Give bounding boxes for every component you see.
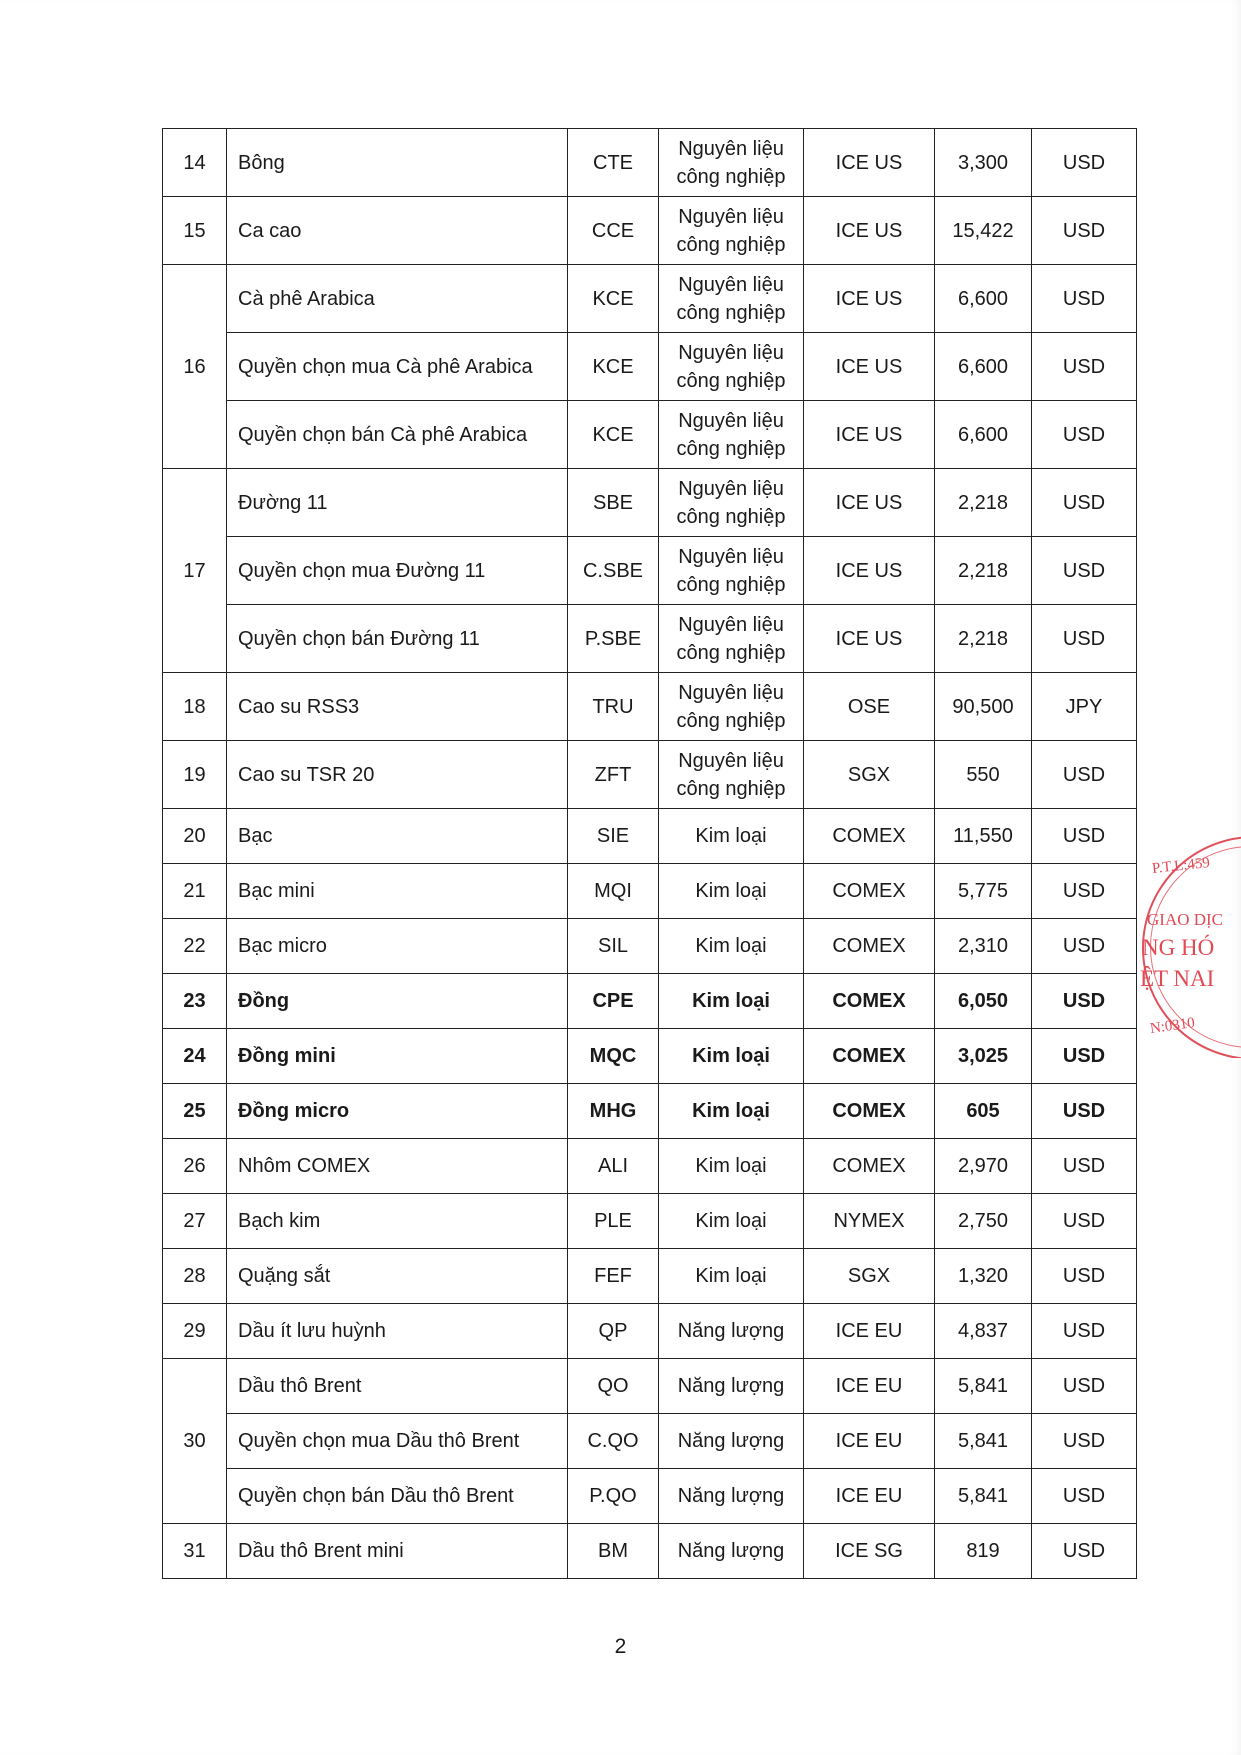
product-code-cell: P.QO (568, 1469, 659, 1524)
row-number-cell: 19 (163, 741, 227, 809)
table-row (163, 1469, 1137, 1524)
margin-cell: 819 (935, 1524, 1032, 1579)
table-row (163, 129, 1137, 197)
currency-cell: USD (1032, 265, 1137, 333)
currency-cell: USD (1032, 401, 1137, 469)
margin-cell: 2,310 (935, 919, 1032, 974)
exchange-cell: NYMEX (804, 1194, 935, 1249)
product-code-cell: QP (568, 1304, 659, 1359)
product-group-line: Kim loại (695, 825, 767, 847)
table-row (163, 741, 1137, 809)
company-seal-stamp (1140, 836, 1241, 1058)
table-row (163, 197, 1137, 265)
product-code-cell: SIE (568, 809, 659, 864)
product-group-line: Nguyên liệu (678, 749, 784, 772)
product-group-line: công nghiệp (676, 165, 786, 188)
product-name-cell: Dầu ít lưu huỳnh (227, 1304, 568, 1359)
table-row (163, 919, 1137, 974)
product-group-line: Kim loại (692, 1045, 770, 1067)
product-name-cell: Quyền chọn mua Cà phê Arabica (227, 333, 568, 401)
row-number-cell: 27 (163, 1194, 227, 1249)
product-name-cell: Nhôm COMEX (227, 1139, 568, 1194)
margin-cell: 3,300 (935, 129, 1032, 197)
product-code-cell: MQI (568, 864, 659, 919)
table-row (163, 864, 1137, 919)
table-row (163, 1139, 1137, 1194)
exchange-cell: ICE US (804, 401, 935, 469)
product-group-cell (659, 197, 804, 265)
margin-cell: 3,025 (935, 1029, 1032, 1084)
table-row (163, 1304, 1137, 1359)
currency-cell: USD (1032, 1139, 1137, 1194)
product-group-line: Kim loại (692, 1100, 770, 1122)
row-number-cell: 18 (163, 673, 227, 741)
table-row (163, 1524, 1137, 1579)
product-group-line: công nghiệp (676, 709, 786, 732)
product-group-cell (659, 1029, 804, 1084)
stamp-text: NG HÓ (1142, 935, 1215, 960)
currency-cell: USD (1032, 1249, 1137, 1304)
currency-cell: USD (1032, 605, 1137, 673)
product-code-cell: QO (568, 1359, 659, 1414)
product-group-cell (659, 265, 804, 333)
row-number-cell: 23 (163, 974, 227, 1029)
margin-cell: 5,775 (935, 864, 1032, 919)
margin-cell: 2,218 (935, 605, 1032, 673)
margin-cell: 6,050 (935, 974, 1032, 1029)
table-row (163, 469, 1137, 537)
product-name-cell: Bạc mini (227, 864, 568, 919)
stamp-text: GIAO DỊC (1147, 910, 1224, 929)
product-group-line: Nguyên liệu (678, 681, 784, 704)
product-group-line: Kim loại (695, 1210, 767, 1232)
margin-cell: 6,600 (935, 265, 1032, 333)
margin-cell: 11,550 (935, 809, 1032, 864)
product-group-cell (659, 974, 804, 1029)
product-group-line: Kim loại (695, 935, 767, 957)
product-group-line: Nguyên liệu (678, 545, 784, 568)
exchange-cell: SGX (804, 1249, 935, 1304)
product-group-cell (659, 1524, 804, 1579)
exchange-cell: ICE US (804, 197, 935, 265)
stamp-inner-ring (1150, 846, 1241, 1048)
row-number-cell: 14 (163, 129, 227, 197)
product-code-cell: CTE (568, 129, 659, 197)
exchange-cell: ICE EU (804, 1304, 935, 1359)
product-group-line: Năng lượng (677, 1540, 785, 1562)
stamp-text: P.T.L:459 (1151, 855, 1211, 877)
product-group-line: công nghiệp (676, 369, 786, 392)
product-group-cell (659, 605, 804, 673)
exchange-cell: COMEX (804, 864, 935, 919)
product-code-cell: BM (568, 1524, 659, 1579)
margin-cell: 2,970 (935, 1139, 1032, 1194)
product-group-cell (659, 1194, 804, 1249)
exchange-cell: ICE EU (804, 1414, 935, 1469)
row-number-cell: 21 (163, 864, 227, 919)
product-name-cell: Đồng (227, 974, 568, 1029)
table-row (163, 605, 1137, 673)
product-name-cell: Bạch kim (227, 1194, 568, 1249)
product-code-cell: MHG (568, 1084, 659, 1139)
product-name-cell: Quyền chọn bán Cà phê Arabica (227, 401, 568, 469)
product-group-line: Nguyên liệu (678, 477, 784, 500)
table-row (163, 1414, 1137, 1469)
margin-cell: 5,841 (935, 1359, 1032, 1414)
margin-cell: 2,218 (935, 469, 1032, 537)
currency-cell: USD (1032, 1469, 1137, 1524)
product-group-cell (659, 673, 804, 741)
currency-cell: USD (1032, 1414, 1137, 1469)
product-name-cell: Cao su TSR 20 (227, 741, 568, 809)
product-code-cell: ZFT (568, 741, 659, 809)
product-name-cell: Cà phê Arabica (227, 265, 568, 333)
currency-cell: USD (1032, 1524, 1137, 1579)
product-name-cell: Đồng micro (227, 1084, 568, 1139)
product-group-line: công nghiệp (676, 233, 786, 256)
product-name-cell: Quyền chọn bán Dầu thô Brent (227, 1469, 568, 1524)
product-group-line: Nguyên liệu (678, 613, 784, 636)
product-name-cell: Quặng sắt (227, 1249, 568, 1304)
stamp-text: ỆT NAI (1140, 966, 1215, 991)
currency-cell: USD (1032, 469, 1137, 537)
product-group-line: Năng lượng (677, 1485, 785, 1507)
row-number-cell: 28 (163, 1249, 227, 1304)
product-group-cell (659, 537, 804, 605)
margin-cell: 15,422 (935, 197, 1032, 265)
table-row (163, 265, 1137, 333)
currency-cell: USD (1032, 129, 1137, 197)
exchange-cell: ICE US (804, 537, 935, 605)
table-row (163, 1084, 1137, 1139)
table-row (163, 1249, 1137, 1304)
table-row (163, 1194, 1137, 1249)
exchange-cell: COMEX (804, 809, 935, 864)
margin-cell: 5,841 (935, 1469, 1032, 1524)
row-number-cell: 16 (163, 265, 227, 469)
product-code-cell: CCE (568, 197, 659, 265)
currency-cell: USD (1032, 333, 1137, 401)
product-group-cell (659, 1469, 804, 1524)
product-group-cell (659, 809, 804, 864)
product-group-cell (659, 864, 804, 919)
table-body (163, 129, 1137, 1579)
table-row (163, 333, 1137, 401)
margin-cell: 6,600 (935, 333, 1032, 401)
product-group-line: Kim loại (695, 880, 767, 902)
currency-cell: USD (1032, 1029, 1137, 1084)
product-code-cell: FEF (568, 1249, 659, 1304)
margin-cell: 550 (935, 741, 1032, 809)
margin-cell: 1,320 (935, 1249, 1032, 1304)
page-number: 2 (614, 1635, 627, 1658)
row-number-cell: 30 (163, 1359, 227, 1524)
product-name-cell: Dầu thô Brent mini (227, 1524, 568, 1579)
row-number-cell: 15 (163, 197, 227, 265)
product-group-line: Nguyên liệu (678, 205, 784, 228)
margin-cell: 90,500 (935, 673, 1032, 741)
product-name-cell: Quyền chọn mua Dầu thô Brent (227, 1414, 568, 1469)
product-group-line: công nghiệp (676, 301, 786, 324)
product-group-line: công nghiệp (676, 573, 786, 596)
currency-cell: USD (1032, 974, 1137, 1029)
exchange-cell: ICE EU (804, 1359, 935, 1414)
product-group-cell (659, 1414, 804, 1469)
currency-cell: USD (1032, 1084, 1137, 1139)
product-code-cell: C.SBE (568, 537, 659, 605)
exchange-cell: ICE US (804, 129, 935, 197)
product-code-cell: KCE (568, 401, 659, 469)
currency-cell: USD (1032, 1304, 1137, 1359)
product-group-cell (659, 1139, 804, 1194)
stamp-outer-ring (1142, 836, 1241, 1058)
product-group-line: Kim loại (695, 1155, 767, 1177)
currency-cell: USD (1032, 197, 1137, 265)
product-group-cell (659, 1084, 804, 1139)
currency-cell: USD (1032, 741, 1137, 809)
product-name-cell: Quyền chọn mua Đường 11 (227, 537, 568, 605)
product-name-cell: Cao su RSS3 (227, 673, 568, 741)
product-group-line: công nghiệp (676, 777, 786, 800)
product-name-cell: Bạc micro (227, 919, 568, 974)
currency-cell: USD (1032, 537, 1137, 605)
exchange-cell: SGX (804, 741, 935, 809)
product-code-cell: KCE (568, 265, 659, 333)
row-number-cell: 20 (163, 809, 227, 864)
table-row (163, 1029, 1137, 1084)
product-group-cell (659, 333, 804, 401)
table-row (163, 1359, 1137, 1414)
product-group-cell (659, 401, 804, 469)
currency-cell: USD (1032, 809, 1137, 864)
margin-cell: 605 (935, 1084, 1032, 1139)
product-code-cell: KCE (568, 333, 659, 401)
currency-cell: USD (1032, 1359, 1137, 1414)
exchange-cell: COMEX (804, 1084, 935, 1139)
stamp-text: N:0310 (1149, 1014, 1196, 1038)
product-group-line: Năng lượng (677, 1430, 785, 1452)
row-number-cell: 25 (163, 1084, 227, 1139)
product-code-cell: TRU (568, 673, 659, 741)
margin-cell: 2,218 (935, 537, 1032, 605)
exchange-cell: OSE (804, 673, 935, 741)
exchange-cell: COMEX (804, 974, 935, 1029)
product-group-line: Kim loại (692, 990, 770, 1012)
table-row (163, 537, 1137, 605)
row-number-cell: 31 (163, 1524, 227, 1579)
margin-cell: 5,841 (935, 1414, 1032, 1469)
product-code-cell: P.SBE (568, 605, 659, 673)
table-row (163, 673, 1137, 741)
currency-cell: JPY (1032, 673, 1137, 741)
product-code-cell: SBE (568, 469, 659, 537)
exchange-cell: ICE EU (804, 1469, 935, 1524)
row-number-cell: 26 (163, 1139, 227, 1194)
margin-cell: 2,750 (935, 1194, 1032, 1249)
table-row (163, 401, 1137, 469)
product-group-cell (659, 469, 804, 537)
row-number-cell: 17 (163, 469, 227, 673)
product-name-cell: Dầu thô Brent (227, 1359, 568, 1414)
exchange-cell: COMEX (804, 1029, 935, 1084)
row-number-cell: 29 (163, 1304, 227, 1359)
row-number-cell: 22 (163, 919, 227, 974)
product-group-line: Năng lượng (677, 1320, 785, 1342)
currency-cell: USD (1032, 1194, 1137, 1249)
table-row (163, 974, 1137, 1029)
product-name-cell: Đường 11 (227, 469, 568, 537)
product-name-cell: Quyền chọn bán Đường 11 (227, 605, 568, 673)
product-group-cell (659, 1304, 804, 1359)
row-number-cell: 24 (163, 1029, 227, 1084)
product-group-cell (659, 1249, 804, 1304)
margin-cell: 4,837 (935, 1304, 1032, 1359)
currency-cell: USD (1032, 864, 1137, 919)
exchange-cell: COMEX (804, 919, 935, 974)
exchange-cell: ICE SG (804, 1524, 935, 1579)
currency-cell: USD (1032, 919, 1137, 974)
product-group-cell (659, 1359, 804, 1414)
product-group-line: Năng lượng (677, 1375, 785, 1397)
product-code-cell: SIL (568, 919, 659, 974)
product-group-line: Nguyên liệu (678, 137, 784, 160)
table-row (163, 809, 1137, 864)
product-group-cell (659, 129, 804, 197)
product-name-cell: Ca cao (227, 197, 568, 265)
product-name-cell: Bông (227, 129, 568, 197)
product-code-cell: PLE (568, 1194, 659, 1249)
exchange-cell: ICE US (804, 333, 935, 401)
product-group-line: Nguyên liệu (678, 341, 784, 364)
exchange-cell: ICE US (804, 265, 935, 333)
product-code-cell: ALI (568, 1139, 659, 1194)
product-code-cell: CPE (568, 974, 659, 1029)
exchange-cell: COMEX (804, 1139, 935, 1194)
product-group-line: Nguyên liệu (678, 273, 784, 296)
product-name-cell: Bạc (227, 809, 568, 864)
product-group-cell (659, 919, 804, 974)
product-group-line: Kim loại (695, 1265, 767, 1287)
margin-table (162, 128, 1137, 1579)
product-group-cell (659, 741, 804, 809)
product-group-line: công nghiệp (676, 641, 786, 664)
margin-cell: 6,600 (935, 401, 1032, 469)
product-group-line: Nguyên liệu (678, 409, 784, 432)
product-code-cell: C.QO (568, 1414, 659, 1469)
exchange-cell: ICE US (804, 469, 935, 537)
exchange-cell: ICE US (804, 605, 935, 673)
product-name-cell: Đồng mini (227, 1029, 568, 1084)
product-group-line: công nghiệp (676, 505, 786, 528)
product-code-cell: MQC (568, 1029, 659, 1084)
product-group-line: công nghiệp (676, 437, 786, 460)
